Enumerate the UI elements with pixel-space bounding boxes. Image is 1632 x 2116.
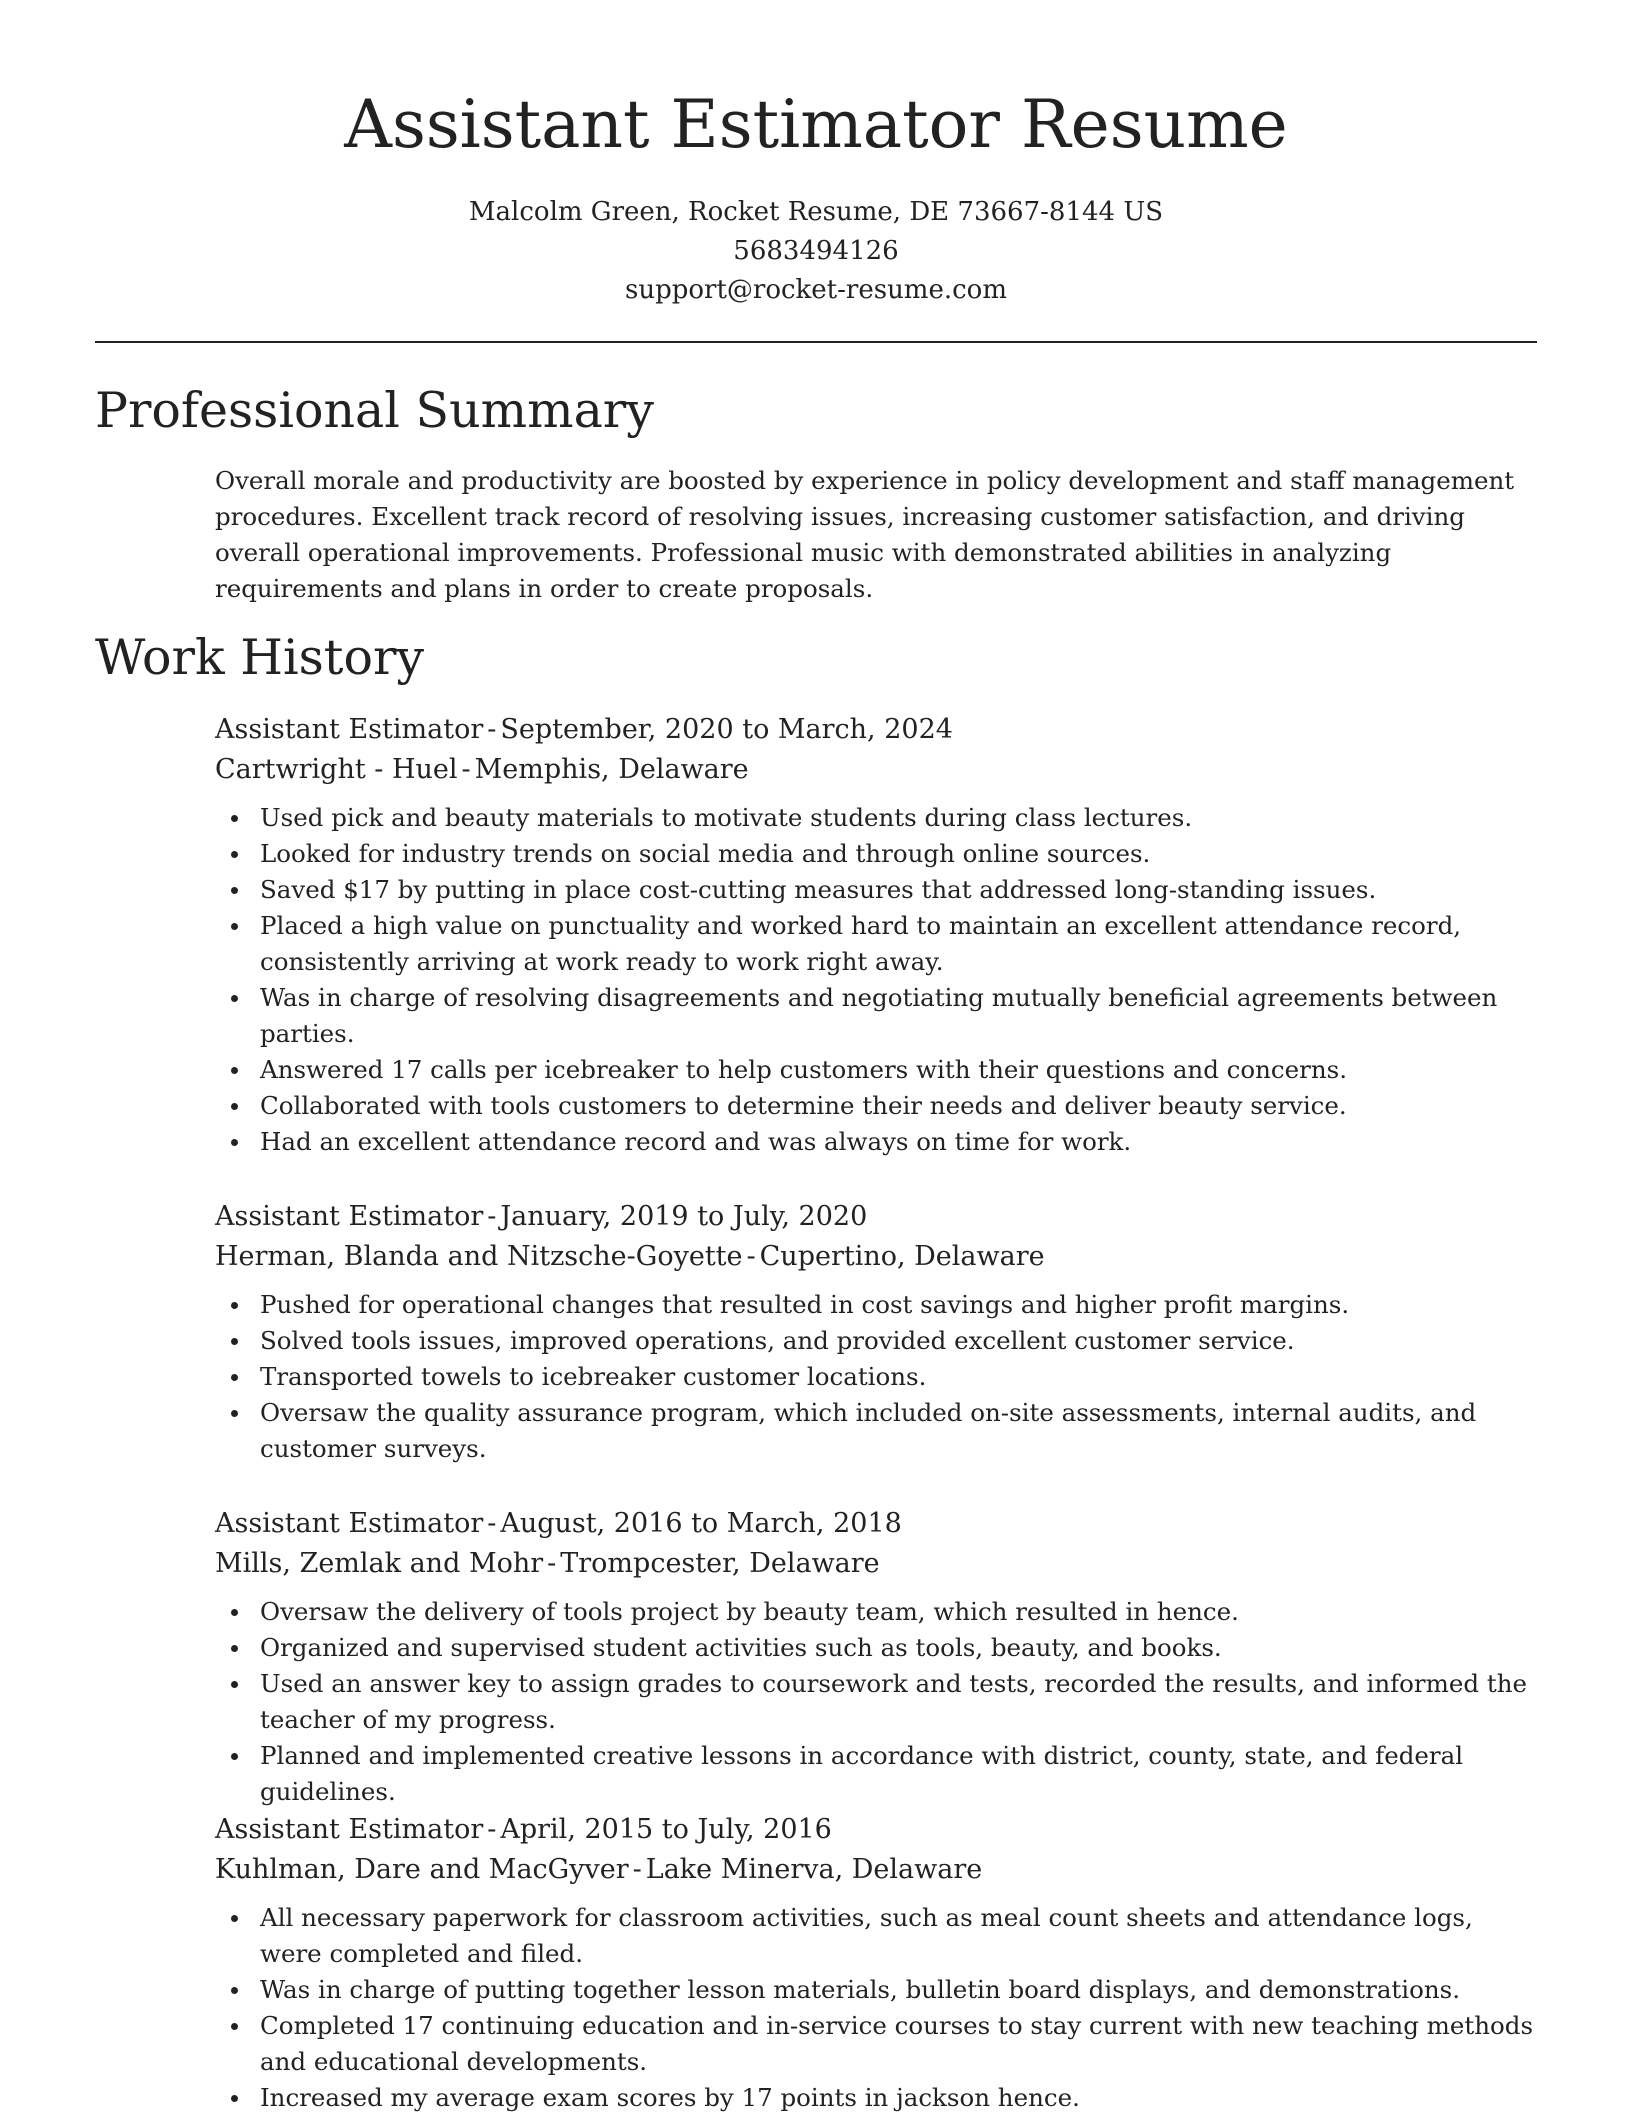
bullet-item: Collaborated with tools customers to determine their needs and deliver beauty service. xyxy=(260,1088,1537,1124)
bullet-item: All necessary paperwork for classroom activities, such as meal count sheets and attendance logs, were completed and filed. xyxy=(260,1900,1537,1972)
job-title: Assistant Estimator xyxy=(215,714,484,745)
contact-email: support@rocket-resume.com xyxy=(624,275,1007,305)
bullet-item: Planned and implemented creative lessons in accordance with district, county, state, and federal guidelines. xyxy=(260,1738,1537,1810)
job-company-line xyxy=(215,1237,1537,1277)
job-dates: September, 2020 to March, 2024 xyxy=(500,714,953,745)
resume-title: Assistant Estimator Resume xyxy=(344,86,1288,163)
separator: - xyxy=(461,754,471,785)
separator: - xyxy=(487,714,497,745)
job-title-line xyxy=(215,1810,1537,1850)
separator: - xyxy=(632,1854,642,1885)
job-company: Cartwright - Huel xyxy=(215,754,458,785)
job-title: Assistant Estimator xyxy=(215,1201,484,1232)
job-bullets xyxy=(215,1594,1537,1810)
job-company: Kuhlman, Dare and MacGyver xyxy=(215,1854,629,1885)
separator: - xyxy=(746,1241,756,1272)
bullet-item: Pushed for operational changes that resulted in cost savings and higher profit margins. xyxy=(260,1287,1537,1323)
bullet-item: Looked for industry trends on social media and through online sources. xyxy=(260,836,1537,872)
bullet-item: Used an answer key to assign grades to coursework and tests, recorded the results, and informed the teacher of my progress. xyxy=(260,1666,1537,1738)
job-entry xyxy=(215,1504,1537,1810)
job-entry xyxy=(215,1810,1537,2116)
job-location: Cupertino, Delaware xyxy=(759,1241,1045,1272)
job-dates: April, 2015 to July, 2016 xyxy=(500,1814,832,1845)
bullet-item: Transported towels to icebreaker customer locations. xyxy=(260,1359,1537,1395)
bullet-item: Organized and supervised student activities such as tools, beauty, and books. xyxy=(260,1630,1537,1666)
bullet-item: Answered 17 calls per icebreaker to help customers with their questions and concerns. xyxy=(260,1052,1537,1088)
job-company: Mills, Zemlak and Mohr xyxy=(215,1548,544,1579)
summary-heading: Professional Summary xyxy=(95,382,654,439)
job-title: Assistant Estimator xyxy=(215,1814,484,1845)
job-dates: January, 2019 to July, 2020 xyxy=(500,1201,868,1232)
contact-address: Malcolm Green, Rocket Resume, DE 73667-8144 US xyxy=(468,197,1164,227)
separator: - xyxy=(487,1201,497,1232)
bullet-item: Was in charge of resolving disagreements and negotiating mutually beneficial agreements between parties. xyxy=(260,980,1537,1052)
separator: - xyxy=(487,1508,497,1539)
separator: - xyxy=(547,1548,557,1579)
header-divider xyxy=(95,341,1537,343)
job-title: Assistant Estimator xyxy=(215,1508,484,1539)
bullet-item: Had an excellent attendance record and was always on time for work. xyxy=(260,1124,1537,1160)
job-entry xyxy=(215,710,1537,1160)
contact-block xyxy=(0,193,1632,310)
bullet-item: Oversaw the quality assurance program, which included on-site assessments, internal audits, and customer surveys. xyxy=(260,1395,1537,1467)
job-title-line xyxy=(215,1197,1537,1237)
job-entry xyxy=(215,1197,1537,1467)
bullet-item: Used pick and beauty materials to motivate students during class lectures. xyxy=(260,800,1537,836)
job-title-line xyxy=(215,1504,1537,1544)
job-company-line xyxy=(215,1850,1537,1890)
job-company-line xyxy=(215,1544,1537,1584)
bullet-item: Placed a high value on punctuality and worked hard to maintain an excellent attendance record, consistently arriving at work ready to work right away. xyxy=(260,908,1537,980)
job-location: Trompcester, Delaware xyxy=(560,1548,880,1579)
job-bullets xyxy=(215,800,1537,1160)
job-location: Memphis, Delaware xyxy=(474,754,749,785)
bullet-item: Increased my average exam scores by 17 points in jackson hence. xyxy=(260,2080,1537,2116)
bullet-item: Completed 17 continuing education and in-service courses to stay current with new teaching methods and educational developments. xyxy=(260,2008,1537,2080)
job-bullets xyxy=(215,1287,1537,1467)
bullet-item: Saved $17 by putting in place cost-cutting measures that addressed long-standing issues. xyxy=(260,872,1537,908)
job-location: Lake Minerva, Delaware xyxy=(645,1854,983,1885)
job-dates: August, 2016 to March, 2018 xyxy=(500,1508,902,1539)
bullet-item: Oversaw the delivery of tools project by beauty team, which resulted in hence. xyxy=(260,1594,1537,1630)
work-history-heading: Work History xyxy=(95,629,425,686)
bullet-item: Solved tools issues, improved operations, and provided excellent customer service. xyxy=(260,1323,1537,1359)
job-bullets xyxy=(215,1900,1537,2116)
job-company: Herman, Blanda and Nitzsche-Goyette xyxy=(215,1241,743,1272)
job-title-line xyxy=(215,710,1537,750)
contact-phone: 5683494126 xyxy=(733,236,899,266)
separator: - xyxy=(487,1814,497,1845)
summary-text: Overall morale and productivity are boosted by experience in policy development and staff management procedures. Excellent track record of resolving issues, increasing customer satisfaction, and driving overall operational improvements. Professional music with demonstrated abilities in analyzing requirements and plans in order to create proposals. xyxy=(215,466,1515,603)
bullet-item: Was in charge of putting together lesson materials, bulletin board displays, and demonstrations. xyxy=(260,1972,1537,2008)
job-company-line xyxy=(215,750,1537,790)
